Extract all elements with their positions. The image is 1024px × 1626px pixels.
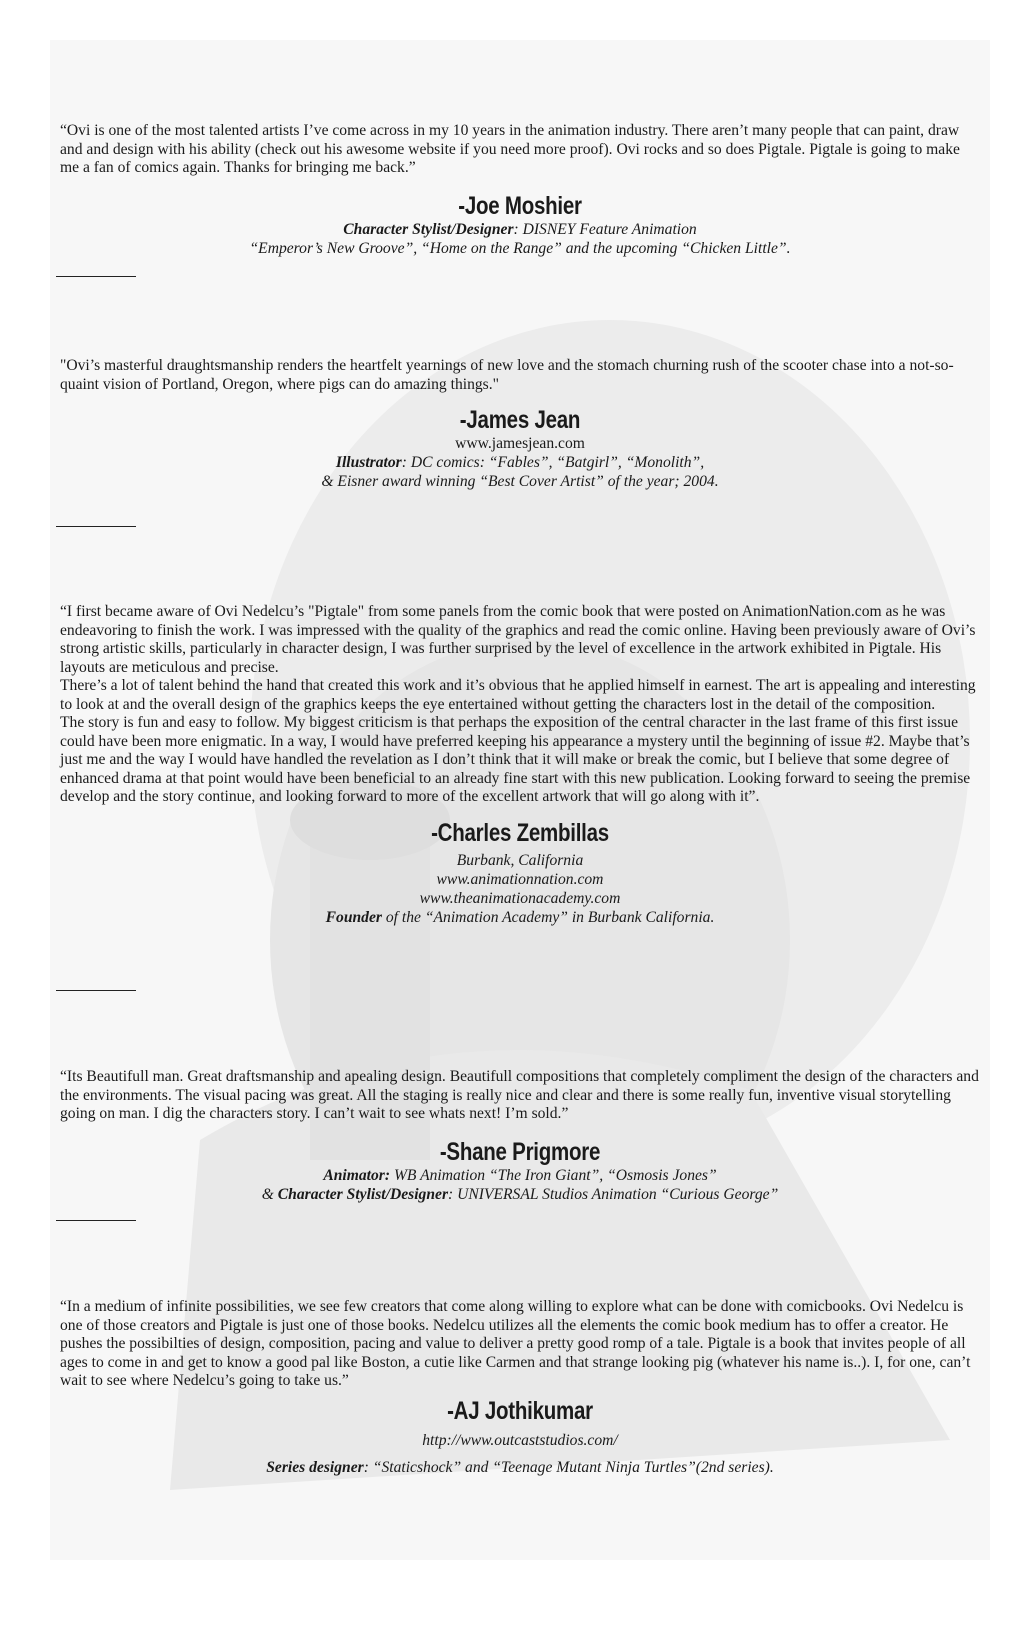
author-website-2: www.theanimationacademy.com [419, 889, 621, 907]
quote-text: “In a medium of infinite possibilities, we see few creators that come along willing to explore what can be done with comicbooks. Ovi Nedelcu is one of those creators and Pigtale is just one of those books. Nedelcu utilizes all the elements the comic book medium has to offer a creator. He pushes the possibilties of design, composition, pacing and value to deliver a pretty good romp of a tale. Pigtale is a book that invites people of all ages to come in and get to know a good pal like Boston, a cutie like Carmen and that strange looking pig (whatever his name is..). I, for one, can’t wait to see where Nedelcu’s going to take us.” [60, 1298, 971, 1389]
author-website: www.jamesjean.com [455, 435, 585, 452]
quote-text: "Ovi’s masterful draughtsmanship renders the heartfelt yearnings of new love and the stomach churning rush of the scooter chase into a not-so-quaint vision of Portland, Oregon, where pigs can do amazing things." [60, 357, 954, 393]
author-name: -Joe Moshier [458, 191, 582, 220]
testimonial-james-jean [60, 357, 980, 491]
author-credit-award: & Eisner award winning “Best Cover Artist” of the year; 2004. [321, 473, 719, 490]
testimonial-aj-jothikumar [60, 1298, 980, 1477]
author-credit: Series designer: “Staticshock” and “Teenage Mutant Ninja Turtles”(2nd series). [266, 1458, 774, 1476]
divider-rule [56, 990, 136, 991]
author-name: -James Jean [459, 406, 581, 434]
author-credit: Illustrator: DC comics: “Fables”, “Batgirl”, “Monolith”, [335, 454, 705, 471]
testimonial-shane-prigmore [60, 1068, 980, 1204]
author-credit-works: “Emperor’s New Groove”, “Home on the Range” and the upcoming “Chicken Little”. [249, 239, 791, 257]
author-name: -Shane Prigmore [439, 1137, 601, 1166]
author-credit-2: & Character Stylist/Designer: UNIVERSAL Studios Animation “Curious George” [261, 1185, 779, 1203]
quote-paragraph-3: The story is fun and easy to follow. My biggest criticism is that perhaps the exposition of the central character in the last frame of this first issue could have been more enigmatic. In a way, I would have preferred keeping his appearance a mystery until the beginning of issue #2. Maybe that’s just me and the way I would have handled the revelation as I don’t think that it will make or break the comic, but I believe that some degree of enhanced drama at that point would have been beneficial to an already fine start with this new publication. Looking forward to seeing the premise develop and the story continue, and looking forward to more of the excellent artwork that will go along with it”. [60, 714, 971, 805]
author-credit: Character Stylist/Designer: DISNEY Feature Animation [343, 220, 697, 238]
testimonial-charles-zembillas [60, 603, 980, 927]
author-credit: Founder of the “Animation Academy” in Burbank California. [325, 908, 715, 926]
divider-rule [56, 526, 136, 527]
author-credit: Animator: WB Animation “The Iron Giant”, “Osmosis Jones” [323, 1166, 717, 1184]
author-website: http://www.outcaststudios.com/ [422, 1431, 618, 1449]
quote-paragraph-1: “I first became aware of Ovi Nedelcu’s "Pigtale" from some panels from the comic book that were posted on AnimationNation.com as he was endeavoring to finish the work. I was impressed with the quality of the graphics and read the comic online. Having been previously aware of Ovi’s strong artistic skills, particularly in character design, I was further surprised by the level of excellence in the artwork exhibited in Pigtale. His layouts are meticulous and precise. [60, 603, 976, 676]
testimonial-joe-moshier [60, 122, 980, 258]
author-name: -Charles Zembillas [431, 818, 609, 847]
quote-text: “Its Beautifull man. Great draftsmanship and apealing design. Beautifull compositions that completely compliment the design of the characters and the environments. The visual pacing was great. All the staging is really nice and clear and there is some really fun, inventive visual storytelling going on man. I dig the characters story. I can’t wait to see whats next! I’m sold.” [60, 1068, 979, 1122]
author-location: Burbank, California [456, 851, 584, 869]
quote-paragraph-2: There’s a lot of talent behind the hand that created this work and it’s obvious that he applied himself in earnest. The art is appealing and interesting to look at and the overall design of the graphics keeps the eye entertained without getting the characters lost in the detail of the composition. [60, 677, 976, 713]
author-name: -AJ Jothikumar [447, 1396, 593, 1425]
divider-rule [56, 1220, 136, 1221]
quote-text: “Ovi is one of the most talented artists I’ve come across in my 10 years in the animation industry. There aren’t many people that can paint, draw and and design with his ability (check out his awesome website if you need more proof). Ovi rocks and so does Pigtale. Pigtale is going to make me a fan of comics again. Thanks for bringing me back.” [60, 122, 960, 176]
divider-rule [56, 276, 136, 277]
author-website-1: www.animationnation.com [436, 870, 604, 888]
